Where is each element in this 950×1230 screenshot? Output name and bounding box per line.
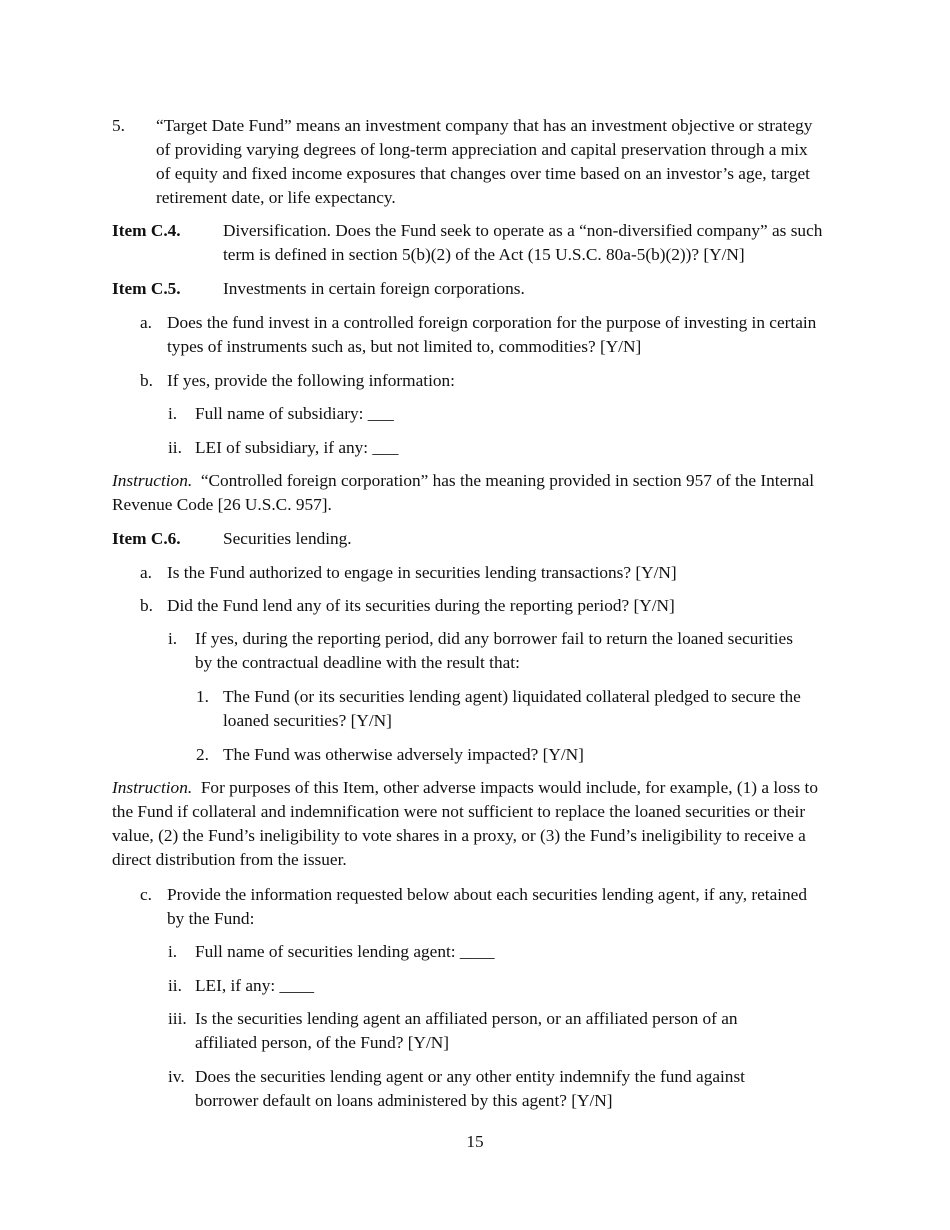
list-marker: b.	[140, 371, 153, 390]
instruction-text: “Controlled foreign corporation” has the meaning provided in section 957 of the Internal Revenue Code [26 U.S.C. 957].	[112, 471, 819, 514]
instruction-label: Instruction.	[112, 778, 193, 797]
definition-number: 5.	[112, 116, 125, 135]
item-text: Securities lending.	[223, 529, 352, 548]
list-marker: a.	[140, 313, 152, 332]
list-marker: iii.	[168, 1009, 187, 1028]
list-marker: ii.	[168, 976, 182, 995]
item-label: Item C.4.	[112, 221, 181, 240]
item-label: Item C.5.	[112, 279, 181, 298]
list-text: Does the securities lending agent or any other entity indemnify the fund against borrower default on loans administered by this agent? [Y/N]	[195, 1067, 745, 1110]
list-text: Full name of securities lending agent: ____	[195, 942, 495, 961]
list-marker: 1.	[196, 687, 209, 706]
list-marker: b.	[140, 596, 153, 615]
item-c6-instruction	[112, 776, 827, 872]
list-text: The Fund (or its securities lending agent) liquidated collateral pledged to secure the loaned securities? [Y/N]	[223, 687, 801, 730]
list-marker: ii.	[168, 438, 182, 457]
instruction-text: For purposes of this Item, other adverse impacts would include, for example, (1) a loss to the Fund if collateral and indemnification were not sufficient to replace the loaned securities or their value, (2) the Fund’s ineligibility to vote shares in a proxy, or (3) the Fund’s ineligibility to receive a direct distribution from the issuer.	[112, 778, 823, 869]
list-text: Does the fund invest in a controlled foreign corporation for the purpose of investing in certain types of instruments such as, but not limited to, commodities? [Y/N]	[167, 313, 817, 356]
list-marker: a.	[140, 563, 152, 582]
list-text: If yes, provide the following information:	[167, 371, 455, 390]
list-marker: i.	[168, 942, 178, 961]
definition-text: “Target Date Fund” means an investment company that has an investment objective or strategy of providing varying degrees of long-term appreciation and capital preservation through a mix of equity and fixed income exposures that changes over time based on an investor’s age, target retirement date, or life expectancy.	[156, 116, 813, 207]
list-text: Provide the information requested below about each securities lending agent, if any, retained by the Fund:	[167, 885, 807, 928]
list-text: LEI, if any: ____	[195, 976, 315, 995]
list-text: The Fund was otherwise adversely impacted? [Y/N]	[223, 745, 584, 764]
list-marker: i.	[168, 404, 178, 423]
item-label: Item C.6.	[112, 529, 181, 548]
instruction-label: Instruction.	[112, 471, 193, 490]
list-text: Did the Fund lend any of its securities during the reporting period? [Y/N]	[167, 596, 675, 615]
list-text: If yes, during the reporting period, did any borrower fail to return the loaned securities by the contractual deadline with the result that:	[195, 629, 793, 672]
page-number: 15	[466, 1132, 484, 1151]
item-text: Investments in certain foreign corporations.	[223, 279, 525, 298]
list-text: Is the securities lending agent an affiliated person, or an affiliated person of an affiliated person, of the Fund? [Y/N]	[195, 1009, 738, 1052]
list-marker: iv.	[168, 1067, 185, 1086]
list-marker: 2.	[196, 745, 209, 764]
item-c5-instruction	[112, 469, 827, 517]
list-text: LEI of subsidiary, if any: ___	[195, 438, 399, 457]
list-marker: c.	[140, 885, 152, 904]
list-text: Is the Fund authorized to engage in securities lending transactions? [Y/N]	[167, 563, 677, 582]
list-marker: i.	[168, 629, 178, 648]
item-text: Diversification. Does the Fund seek to operate as a “non-diversified company” as such term is defined in section 5(b)(2) of the Act (15 U.S.C. 80a-5(b)(2))? [Y/N]	[223, 221, 823, 264]
list-text: Full name of subsidiary: ___	[195, 404, 394, 423]
